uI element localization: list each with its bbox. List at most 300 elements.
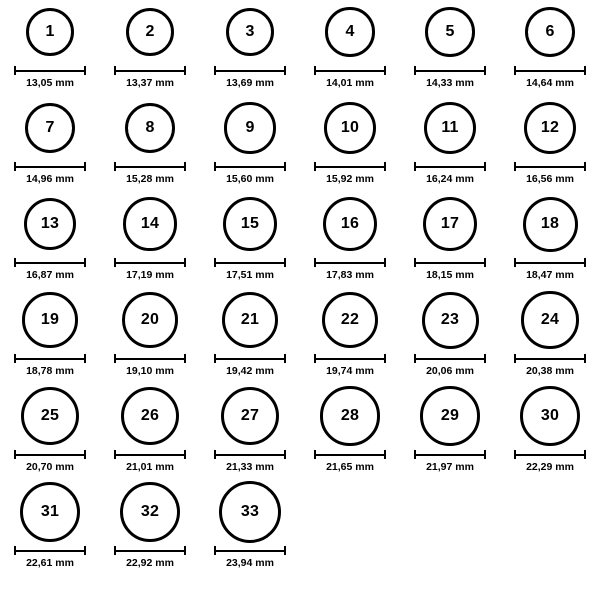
measure-tick-right [384,162,386,171]
diameter-label: 21,33 mm [226,461,274,473]
ring-size-row [0,96,600,192]
measure-bar [114,358,186,360]
measure-tick-left [214,258,216,267]
measure-tick-left [14,162,16,171]
measure-tick-left [114,258,116,267]
diameter-label: 17,19 mm [126,269,174,281]
ring-size-label: 14 [140,214,160,232]
measure-tick-left [514,66,516,75]
ring-circle-icon [122,292,178,348]
ring-circle-icon [24,198,77,251]
diameter-measure-icon [14,66,86,75]
measure-tick-right [584,162,586,171]
ring-size-label: 3 [245,22,255,40]
ring-circle-icon [425,7,475,57]
diameter-label: 21,97 mm [426,461,474,473]
measure-tick-left [414,258,416,267]
measure-tick-left [314,354,316,363]
measure-bar [114,166,186,168]
measure-tick-right [284,450,286,459]
measure-bar [14,166,86,168]
ring-graphic [200,96,300,160]
ring-graphic [400,288,500,352]
ring-graphic [400,384,500,448]
diameter-measure-icon [314,450,386,459]
diameter-label: 14,64 mm [526,77,574,89]
measure-tick-right [284,354,286,363]
diameter-measure-icon [114,546,186,555]
measure-tick-left [314,162,316,171]
ring-graphic [300,192,400,256]
measure-bar [314,454,386,456]
ring-circle-icon [125,103,176,154]
diameter-measure-icon [514,354,586,363]
ring-graphic [0,96,100,160]
ring-size-cell [500,384,600,480]
diameter-label: 20,70 mm [26,461,74,473]
ring-circle-icon [121,387,179,445]
ring-graphic [100,288,200,352]
measure-tick-right [384,450,386,459]
diameter-measure-icon [214,354,286,363]
measure-bar [114,550,186,552]
diameter-label: 16,24 mm [426,173,474,185]
diameter-measure-icon [114,354,186,363]
diameter-label: 19,42 mm [226,365,274,377]
ring-size-label: 33 [240,503,260,520]
ring-circle-icon [524,102,577,155]
ring-size-cell [500,0,600,96]
ring-circle-icon [423,197,478,252]
measure-bar [414,358,486,360]
measure-tick-right [484,354,486,363]
diameter-label: 17,51 mm [226,269,274,281]
ring-circle-icon [25,103,76,154]
ring-circle-icon [223,197,277,251]
measure-bar [514,454,586,456]
ring-size-cell [100,480,200,576]
measure-bar [514,262,586,264]
ring-size-cell [200,0,300,96]
ring-size-cell [300,192,400,288]
diameter-label: 23,94 mm [226,557,274,569]
ring-size-label: 19 [40,310,60,328]
diameter-label: 19,10 mm [126,365,174,377]
measure-tick-right [284,546,286,555]
measure-tick-left [214,354,216,363]
ring-graphic [400,96,500,160]
measure-bar [314,262,386,264]
measure-bar [114,454,186,456]
measure-bar [414,454,486,456]
measure-tick-right [384,66,386,75]
ring-graphic [200,0,300,64]
measure-tick-left [114,354,116,363]
ring-graphic [0,192,100,256]
ring-graphic [200,288,300,352]
ring-circle-icon [520,386,580,446]
diameter-label: 21,65 mm [326,461,374,473]
ring-graphic [0,0,100,64]
measure-bar [14,358,86,360]
ring-graphic [500,0,600,64]
ring-graphic [300,0,400,64]
diameter-measure-icon [314,258,386,267]
ring-size-cell [400,384,500,480]
ring-size-row [0,0,600,96]
diameter-label: 16,87 mm [26,269,74,281]
measure-tick-left [414,162,416,171]
measure-bar [314,358,386,360]
diameter-measure-icon [314,354,386,363]
measure-tick-left [514,450,516,459]
ring-circle-icon [120,482,181,543]
measure-tick-right [184,258,186,267]
diameter-label: 18,47 mm [526,269,574,281]
diameter-label: 15,28 mm [126,173,174,185]
ring-graphic [100,0,200,64]
ring-circle-icon [323,197,377,251]
measure-tick-right [184,66,186,75]
ring-size-label: 21 [240,311,260,328]
diameter-label: 13,37 mm [126,77,174,89]
measure-tick-right [584,66,586,75]
measure-tick-left [514,258,516,267]
diameter-label: 18,78 mm [26,365,74,377]
measure-tick-right [184,450,186,459]
measure-bar [114,70,186,72]
ring-graphic [300,384,400,448]
diameter-label: 22,92 mm [126,557,174,569]
ring-size-label: 25 [40,406,60,424]
ring-graphic [100,96,200,160]
measure-bar [114,262,186,264]
diameter-measure-icon [414,66,486,75]
diameter-measure-icon [114,162,186,171]
ring-size-label: 2 [145,22,155,40]
diameter-measure-icon [514,162,586,171]
measure-tick-left [514,162,516,171]
measure-tick-left [314,66,316,75]
ring-graphic [0,288,100,352]
ring-circle-icon [20,482,80,542]
ring-size-cell [0,0,100,96]
diameter-label: 19,74 mm [326,365,374,377]
ring-size-cell [300,288,400,384]
measure-bar [514,358,586,360]
ring-size-row [0,480,600,576]
measure-tick-left [14,546,16,555]
ring-size-cell [0,288,100,384]
ring-size-cell [400,96,500,192]
diameter-measure-icon [314,66,386,75]
ring-size-cell [100,288,200,384]
measure-tick-right [284,258,286,267]
ring-circle-icon [221,387,280,446]
measure-bar [214,358,286,360]
diameter-measure-icon [214,258,286,267]
measure-bar [214,166,286,168]
ring-size-label: 28 [340,407,360,424]
ring-size-label: 15 [240,215,260,232]
ring-size-cell [200,480,300,576]
ring-size-cell [200,288,300,384]
measure-tick-left [214,546,216,555]
diameter-label: 14,01 mm [326,77,374,89]
ring-size-label: 16 [340,215,360,232]
measure-bar [514,166,586,168]
measure-tick-right [284,162,286,171]
ring-circle-icon [424,102,476,154]
measure-tick-right [284,66,286,75]
diameter-measure-icon [114,66,186,75]
measure-tick-right [84,354,86,363]
measure-tick-right [584,450,586,459]
ring-graphic [0,384,100,448]
ring-graphic [200,480,300,544]
ring-size-cell [300,0,400,96]
diameter-label: 14,96 mm [26,173,74,185]
measure-tick-left [114,66,116,75]
diameter-label: 15,92 mm [326,173,374,185]
ring-circle-icon [420,386,480,446]
ring-size-row [0,384,600,480]
ring-size-cell [0,480,100,576]
measure-tick-right [484,66,486,75]
measure-tick-left [114,162,116,171]
ring-graphic [100,384,200,448]
measure-tick-right [84,66,86,75]
ring-graphic [500,96,600,160]
diameter-measure-icon [414,258,486,267]
measure-tick-left [514,354,516,363]
measure-bar [214,550,286,552]
ring-graphic [500,192,600,256]
measure-tick-right [484,258,486,267]
diameter-label: 22,61 mm [26,557,74,569]
diameter-label: 22,29 mm [526,461,574,473]
ring-size-cell [200,384,300,480]
ring-circle-icon [126,8,174,56]
diameter-label: 18,15 mm [426,269,474,281]
diameter-label: 15,60 mm [226,173,274,185]
ring-circle-icon [422,292,479,349]
ring-circle-icon [525,7,575,57]
diameter-measure-icon [14,546,86,555]
measure-bar [14,550,86,552]
ring-size-label: 4 [345,23,355,40]
ring-size-label: 11 [441,119,459,136]
diameter-label: 17,83 mm [326,269,374,281]
measure-tick-left [14,66,16,75]
measure-bar [314,166,386,168]
diameter-measure-icon [14,258,86,267]
measure-tick-left [314,450,316,459]
measure-bar [14,262,86,264]
measure-tick-right [84,162,86,171]
diameter-measure-icon [214,450,286,459]
measure-bar [314,70,386,72]
ring-size-cell [0,96,100,192]
measure-tick-right [184,546,186,555]
diameter-measure-icon [414,450,486,459]
ring-size-label: 27 [240,407,260,424]
ring-circle-icon [224,102,275,153]
measure-tick-right [384,258,386,267]
ring-size-label: 30 [540,406,560,424]
ring-graphic [400,0,500,64]
measure-tick-right [584,258,586,267]
ring-size-label: 1 [45,23,55,40]
measure-tick-left [314,258,316,267]
measure-bar [514,70,586,72]
ring-size-label: 26 [140,407,160,424]
ring-size-label: 8 [145,118,155,136]
diameter-measure-icon [14,354,86,363]
ring-circle-icon [324,102,376,154]
measure-tick-left [414,354,416,363]
measure-tick-right [384,354,386,363]
ring-graphic [500,288,600,352]
measure-tick-left [214,162,216,171]
measure-tick-right [584,354,586,363]
ring-graphic [100,480,200,544]
measure-tick-left [214,66,216,75]
measure-bar [414,70,486,72]
measure-bar [214,70,286,72]
ring-size-label: 18 [540,215,560,232]
ring-size-cell [400,288,500,384]
measure-tick-left [214,450,216,459]
diameter-measure-icon [514,450,586,459]
ring-circle-icon [523,197,578,252]
measure-tick-right [84,450,86,459]
diameter-measure-icon [214,162,286,171]
ring-circle-icon [21,387,79,445]
measure-tick-left [114,546,116,555]
ring-size-label: 31 [40,502,60,520]
ring-size-label: 9 [245,118,255,136]
ring-graphic [500,384,600,448]
measure-tick-left [114,450,116,459]
diameter-label: 20,38 mm [526,365,574,377]
ring-size-label: 5 [445,23,455,40]
measure-tick-right [484,162,486,171]
ring-size-cell [500,96,600,192]
ring-size-label: 32 [140,503,160,520]
measure-tick-right [84,258,86,267]
measure-bar [14,70,86,72]
ring-size-cell [300,96,400,192]
measure-bar [214,262,286,264]
ring-size-label: 12 [540,119,560,136]
ring-graphic [200,384,300,448]
diameter-measure-icon [214,66,286,75]
ring-size-cell [400,0,500,96]
ring-graphic [200,192,300,256]
ring-size-label: 13 [40,214,60,232]
ring-size-cell [0,192,100,288]
ring-size-cell [100,384,200,480]
ring-circle-icon [226,8,275,57]
diameter-label: 14,33 mm [426,77,474,89]
ring-size-cell [500,192,600,288]
ring-circle-icon [322,292,379,349]
diameter-label: 21,01 mm [126,461,174,473]
ring-graphic [300,288,400,352]
ring-size-cell [400,192,500,288]
ring-size-cell [100,96,200,192]
ring-size-label: 10 [340,119,360,136]
ring-circle-icon [123,197,176,250]
diameter-measure-icon [114,258,186,267]
ring-size-label: 6 [545,23,555,40]
ring-size-cell [200,96,300,192]
diameter-measure-icon [14,450,86,459]
measure-tick-right [84,546,86,555]
measure-tick-left [14,258,16,267]
ring-size-label: 20 [140,310,160,328]
ring-size-cell [200,192,300,288]
diameter-measure-icon [14,162,86,171]
measure-tick-left [414,66,416,75]
ring-circle-icon [521,291,578,348]
diameter-measure-icon [414,354,486,363]
diameter-label: 20,06 mm [426,365,474,377]
measure-tick-right [184,162,186,171]
ring-size-label: 22 [340,311,360,328]
ring-circle-icon [26,8,74,56]
ring-circle-icon [22,292,77,347]
diameter-measure-icon [414,162,486,171]
ring-graphic [100,192,200,256]
measure-tick-right [484,450,486,459]
ring-size-row [0,288,600,384]
measure-tick-left [14,450,16,459]
diameter-label: 13,05 mm [26,77,74,89]
ring-size-label: 29 [440,407,460,424]
measure-tick-right [184,354,186,363]
measure-bar [214,454,286,456]
ring-circle-icon [320,386,379,445]
diameter-measure-icon [314,162,386,171]
ring-size-cell [500,288,600,384]
ring-size-cell [300,384,400,480]
ring-graphic [0,480,100,544]
ring-size-label: 23 [440,311,460,328]
ring-circle-icon [222,292,278,348]
measure-tick-left [414,450,416,459]
ring-circle-icon [219,481,281,543]
diameter-label: 16,56 mm [526,173,574,185]
measure-bar [414,166,486,168]
ring-circle-icon [325,7,374,56]
ring-size-cell [0,384,100,480]
ring-size-label: 24 [540,310,560,328]
ring-size-cell [100,0,200,96]
diameter-measure-icon [514,258,586,267]
measure-bar [414,262,486,264]
ring-size-label: 17 [440,215,460,232]
diameter-measure-icon [214,546,286,555]
ring-size-label: 7 [45,119,55,136]
ring-graphic [300,96,400,160]
ring-size-cell [100,192,200,288]
ring-size-row [0,192,600,288]
diameter-measure-icon [114,450,186,459]
diameter-label: 13,69 mm [226,77,274,89]
ring-graphic [400,192,500,256]
